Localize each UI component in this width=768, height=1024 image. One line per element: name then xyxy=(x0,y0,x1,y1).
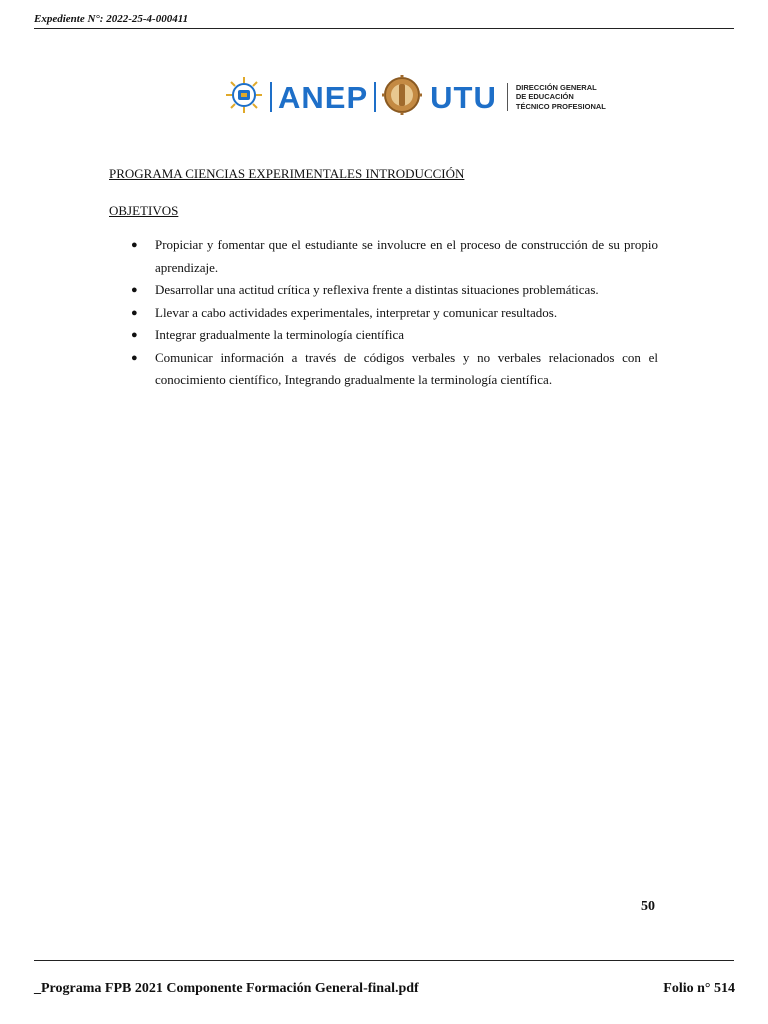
bullet-icon: ● xyxy=(131,306,138,319)
direccion-line: TÉCNICO PROFESIONAL xyxy=(515,101,606,111)
utu-logo-text: UTU xyxy=(430,79,497,115)
bullet-icon: ● xyxy=(131,351,138,364)
anep-logo-text: ANEP xyxy=(278,79,369,115)
objective-text: Comunicar información a través de códigos verbales y no verbales relacionados con el conocimiento científico, Integrando gradualmente la terminología científica. xyxy=(155,349,658,387)
top-divider xyxy=(34,28,734,29)
objective-item xyxy=(131,324,658,347)
direccion-line: DE EDUCACIÓN xyxy=(515,92,574,102)
bottom-divider xyxy=(34,960,734,961)
objective-item xyxy=(131,234,658,279)
logo-separator xyxy=(374,82,376,112)
document-title: PROGRAMA CIENCIAS EXPERIMENTALES INTRODUCCIÓN xyxy=(109,166,465,181)
uruguay-sun-emblem-icon xyxy=(224,75,264,120)
objective-item xyxy=(131,302,658,325)
objectives-list xyxy=(131,234,658,392)
objective-item xyxy=(131,279,658,302)
bullet-icon: ● xyxy=(131,284,138,296)
logo-separator xyxy=(507,83,508,111)
logo-separator xyxy=(270,82,272,112)
objective-item xyxy=(131,347,658,392)
page-number: 50 xyxy=(641,899,655,914)
footer-file-name: _Programa FPB 2021 Componente Formación General-final.pdf xyxy=(34,981,419,996)
direccion-line: DIRECCIÓN GENERAL xyxy=(515,82,597,92)
objective-text: Integrar gradualmente la terminología científica xyxy=(155,327,405,342)
utu-crest-icon xyxy=(382,74,422,121)
objective-text: Desarrollar una actitud crítica y reflexiva frente a distintas situaciones problemáticas. xyxy=(155,282,599,297)
objective-text: Propiciar y fomentar que el estudiante se involucre en el proceso de construcción de su propio aprendizaje. xyxy=(155,237,658,275)
objectives-heading: OBJETIVOS xyxy=(109,203,179,218)
objective-text: Llevar a cabo actividades experimentales, interpretar y comunicar resultados. xyxy=(155,304,558,320)
footer-folio: Folio n° 514 xyxy=(663,981,735,996)
bullet-icon: ● xyxy=(131,329,138,341)
institution-logo-bar xyxy=(224,74,664,120)
bullet-icon: ● xyxy=(131,239,138,251)
direccion-general-label xyxy=(516,83,606,111)
expediente-number: Expediente N°: 2022-25-4-000411 xyxy=(34,13,189,25)
